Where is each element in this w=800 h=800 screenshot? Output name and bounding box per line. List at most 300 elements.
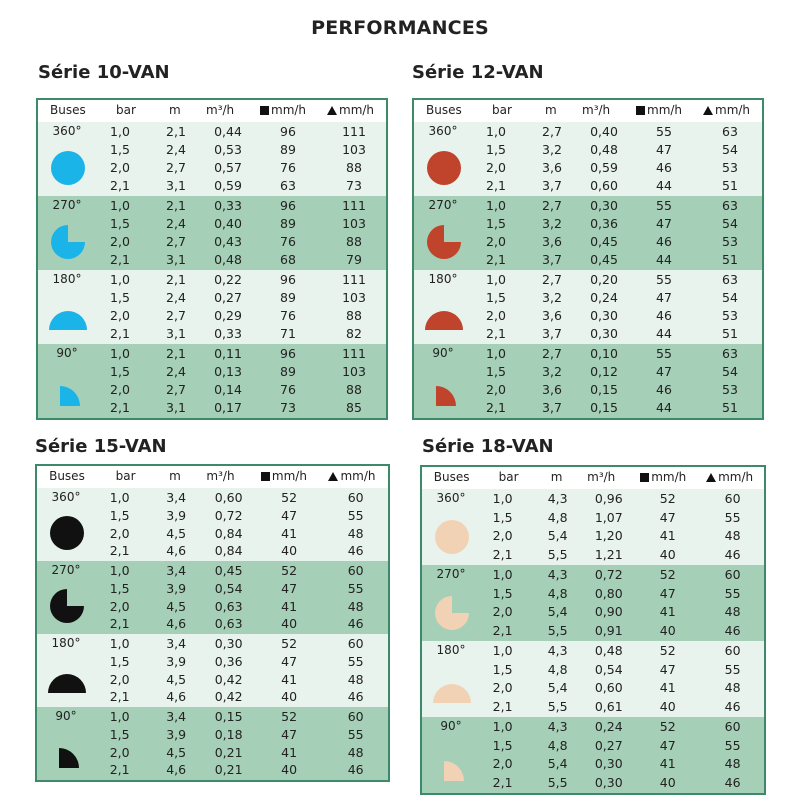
table-cell: 47 (659, 585, 676, 601)
table-row (37, 708, 388, 726)
table-cell: 0,21 (214, 762, 243, 778)
table-row (422, 737, 764, 756)
table-row (414, 177, 762, 195)
table-cell: 1,21 (594, 546, 623, 562)
table-row (38, 251, 386, 269)
table-cell: 47 (659, 737, 676, 753)
table-cell: 47 (656, 290, 672, 305)
table-cell: 1,20 (594, 528, 623, 543)
table-row (37, 671, 388, 689)
table-cell: 3,2 (542, 142, 562, 157)
table-cell: 0,80 (594, 585, 623, 601)
table-cell: 1,0 (486, 272, 506, 287)
table-row (422, 527, 764, 546)
table-cell: 76 (280, 234, 296, 249)
table-cell: 41 (659, 680, 676, 695)
header-buses (50, 103, 86, 117)
table-cell: 0,60 (594, 680, 623, 695)
table-cell: 3,2 (542, 364, 562, 379)
table-cell: 2,0 (492, 604, 513, 619)
arc-angle: 360° (52, 124, 82, 138)
table-cell: 60 (347, 709, 364, 724)
nozzle-group (37, 634, 388, 707)
table-cell: 60 (724, 719, 741, 734)
table-cell: 41 (281, 744, 298, 760)
table-cell: 79 (346, 252, 362, 267)
series-title: Série 18-VAN (422, 436, 554, 457)
table-cell: 1,5 (109, 653, 130, 669)
arc-angle: 90° (440, 719, 462, 733)
table-cell: 51 (722, 400, 738, 415)
table-cell: 3,4 (166, 709, 187, 724)
header-mmh_square (260, 103, 306, 117)
header-label: mm/h (271, 469, 307, 483)
table-cell: 2,1 (109, 616, 130, 632)
table-cell: 4,8 (547, 737, 568, 753)
table-cell: 103 (342, 364, 366, 379)
table-cell: 4,6 (166, 543, 187, 559)
triangle-icon (706, 473, 716, 482)
table-row (414, 289, 762, 307)
table-cell: 52 (281, 636, 298, 651)
table-cell: 82 (346, 326, 362, 341)
table-cell: 1,0 (492, 567, 513, 582)
table-cell: 2,0 (109, 744, 130, 760)
header-label: Buses (50, 103, 86, 117)
table-cell: 2,4 (166, 364, 186, 379)
table-cell: 103 (342, 142, 366, 157)
table-cell: 2,1 (486, 178, 506, 193)
table-cell: 48 (347, 671, 364, 687)
table-cell: 52 (659, 567, 676, 582)
table-cell: 1,0 (109, 636, 130, 651)
table-cell: 47 (281, 726, 298, 742)
table-cell: 2,1 (109, 689, 130, 705)
header-m (545, 103, 557, 117)
series-table (420, 465, 766, 795)
table-cell: 2,0 (492, 680, 513, 695)
table-cell: 0,30 (214, 636, 243, 651)
table-cell: 3,9 (166, 507, 187, 523)
table-row (414, 345, 762, 363)
table-row (37, 598, 388, 616)
table-cell: 0,72 (594, 567, 623, 582)
table-cell: 3,1 (166, 326, 186, 341)
nozzle-group (37, 561, 388, 634)
table-cell: 1,0 (109, 490, 130, 505)
table-cell: 5,4 (547, 604, 568, 619)
table-cell: 47 (281, 507, 298, 523)
arc-angle: 90° (56, 346, 78, 360)
arc-angle: 90° (432, 346, 454, 360)
table-cell: 48 (724, 680, 741, 695)
header-label: bar (116, 103, 136, 117)
table-row (38, 215, 386, 233)
table-cell: 0,33 (214, 326, 242, 341)
table-header (414, 100, 762, 122)
arc-angle: 180° (51, 636, 81, 650)
table-cell: 96 (280, 124, 296, 139)
table-cell: 0,27 (214, 290, 242, 305)
table-cell: 3,7 (542, 400, 562, 415)
table-cell: 3,9 (166, 726, 187, 742)
table-row (38, 197, 386, 215)
table-row (414, 215, 762, 233)
table-cell: 0,59 (214, 178, 242, 193)
table-cell: 0,43 (214, 234, 242, 249)
table-cell: 60 (724, 491, 741, 506)
nozzle-group (38, 122, 386, 196)
table-cell: 55 (656, 346, 672, 361)
nozzle-group (422, 489, 764, 565)
table-cell: 2,0 (110, 308, 130, 323)
table-cell: 54 (722, 216, 738, 231)
arc-angle: 180° (428, 272, 458, 286)
table-cell: 40 (659, 622, 676, 638)
table-cell: 55 (724, 737, 741, 753)
table-cell: 4,3 (547, 719, 568, 734)
nozzle-group (38, 270, 386, 344)
table-row (37, 507, 388, 525)
header-bar (492, 103, 512, 117)
table-cell: 55 (724, 509, 741, 525)
table-row (414, 399, 762, 417)
table-cell: 89 (280, 290, 296, 305)
table-cell: 52 (659, 491, 676, 506)
header-label: m³/h (206, 469, 235, 483)
table-cell: 96 (280, 198, 296, 213)
table-cell: 96 (280, 346, 296, 361)
table-cell: 3,1 (166, 252, 186, 267)
table-row (37, 525, 388, 543)
table-cell: 2,7 (166, 382, 186, 397)
table-row (37, 580, 388, 598)
table-cell: 0,17 (214, 400, 242, 415)
table-cell: 2,1 (166, 272, 186, 287)
table-cell: 1,5 (486, 216, 506, 231)
header-flow (206, 469, 234, 483)
header-buses (49, 469, 85, 483)
table-cell: 5,5 (547, 698, 568, 714)
table-cell: 60 (347, 636, 364, 651)
arc-angle: 180° (436, 643, 466, 657)
table-cell: 53 (722, 160, 738, 175)
table-row (37, 489, 388, 507)
header-mmh_square (640, 470, 686, 484)
table-cell: 2,1 (166, 346, 186, 361)
table-cell: 0,57 (214, 160, 242, 175)
table-row (422, 622, 764, 641)
table-cell: 4,8 (547, 509, 568, 525)
table-cell: 3,6 (542, 234, 562, 249)
table-cell: 0,30 (590, 198, 618, 213)
table-cell: 96 (280, 272, 296, 287)
header-m (169, 469, 181, 483)
table-cell: 52 (281, 709, 298, 724)
nozzle-group (422, 565, 764, 641)
table-row (422, 566, 764, 585)
table-cell: 63 (722, 198, 738, 213)
table-cell: 76 (280, 382, 296, 397)
table-cell: 2,0 (492, 528, 513, 543)
table-cell: 2,0 (109, 525, 130, 541)
table-cell: 0,27 (594, 737, 623, 753)
table-cell: 0,15 (590, 382, 618, 397)
table-cell: 5,5 (547, 546, 568, 562)
header-label: mm/h (340, 469, 376, 483)
header-mmh_triangle (706, 470, 753, 484)
table-cell: 3,7 (542, 178, 562, 193)
table-cell: 2,7 (166, 308, 186, 323)
header-label: m (169, 103, 181, 117)
table-cell: 89 (280, 142, 296, 157)
table-row (414, 159, 762, 177)
table-cell: 1,5 (109, 507, 130, 523)
table-cell: 111 (342, 272, 366, 287)
square-icon (636, 106, 645, 115)
table-cell: 44 (656, 326, 672, 341)
table-row (422, 755, 764, 774)
table-cell: 40 (281, 689, 298, 705)
table-cell: 5,4 (547, 528, 568, 543)
header-buses (434, 470, 470, 484)
table-cell: 0,40 (590, 124, 618, 139)
table-cell: 0,33 (214, 198, 242, 213)
table-row (422, 642, 764, 661)
table-row (422, 585, 764, 604)
table-row (38, 345, 386, 363)
table-row (37, 542, 388, 560)
table-cell: 73 (280, 400, 296, 415)
table-cell: 0,48 (214, 252, 242, 267)
table-cell: 2,7 (542, 346, 562, 361)
table-cell: 2,7 (542, 198, 562, 213)
nozzle-group (422, 717, 764, 793)
table-cell: 60 (347, 563, 364, 578)
table-cell: 47 (281, 580, 298, 596)
nozzle-group (414, 344, 762, 418)
header-mmh_triangle (328, 469, 375, 483)
table-row (38, 233, 386, 251)
table-cell: 63 (722, 272, 738, 287)
table-row (414, 307, 762, 325)
table-row (422, 661, 764, 680)
table-cell: 0,30 (594, 774, 623, 790)
table-cell: 0,36 (214, 653, 243, 669)
table-cell: 2,1 (492, 546, 513, 562)
table-cell: 2,1 (166, 124, 186, 139)
table-row (422, 679, 764, 698)
table-cell: 1,5 (492, 737, 513, 753)
triangle-icon (703, 106, 713, 115)
table-cell: 46 (656, 160, 672, 175)
square-icon (260, 106, 269, 115)
table-row (37, 562, 388, 580)
table-cell: 85 (346, 400, 362, 415)
table-cell: 4,5 (166, 598, 187, 614)
table-cell: 1,0 (486, 346, 506, 361)
table-cell: 3,6 (542, 160, 562, 175)
table-cell: 1,0 (486, 198, 506, 213)
table-cell: 0,44 (214, 124, 242, 139)
table-cell: 3,9 (166, 653, 187, 669)
square-icon (261, 472, 270, 481)
header-label: Buses (433, 470, 470, 484)
table-cell: 4,5 (166, 525, 187, 541)
table-cell: 51 (722, 178, 738, 193)
table-cell: 55 (347, 507, 364, 523)
table-cell: 55 (656, 272, 672, 287)
header-label: mm/h (271, 103, 307, 117)
table-row (37, 744, 388, 762)
table-cell: 0,63 (214, 598, 243, 614)
table-cell: 41 (659, 528, 676, 543)
table-cell: 46 (724, 546, 741, 562)
table-cell: 47 (656, 216, 672, 231)
table-cell: 46 (347, 689, 364, 705)
table-cell: 0,60 (590, 178, 618, 193)
table-cell: 76 (280, 160, 296, 175)
header-buses (426, 103, 462, 117)
table-cell: 4,6 (166, 616, 187, 632)
header-mmh_square (261, 469, 307, 483)
table-cell: 2,1 (110, 400, 130, 415)
page-title: PERFORMANCES (311, 17, 489, 39)
table-cell: 51 (722, 326, 738, 341)
table-cell: 2,1 (110, 178, 130, 193)
table-cell: 41 (659, 756, 676, 771)
table-cell: 0,15 (214, 709, 243, 724)
table-cell: 53 (722, 234, 738, 249)
table-cell: 88 (346, 234, 362, 249)
table-cell: 2,1 (492, 622, 513, 638)
header-flow (587, 470, 615, 484)
table-row (422, 718, 764, 737)
table-cell: 88 (346, 382, 362, 397)
table-cell: 0,54 (214, 580, 243, 596)
table-cell: 88 (346, 160, 362, 175)
header-label: mm/h (339, 103, 375, 117)
table-cell: 54 (722, 142, 738, 157)
table-cell: 40 (659, 698, 676, 714)
table-row (414, 325, 762, 343)
table-cell: 2,7 (542, 124, 562, 139)
table-cell: 46 (724, 774, 741, 790)
table-cell: 40 (281, 762, 298, 778)
table-cell: 55 (656, 124, 672, 139)
table-cell: 0,11 (214, 346, 242, 361)
header-m (169, 103, 181, 117)
table-cell: 0,14 (214, 382, 242, 397)
table-cell: 44 (656, 178, 672, 193)
table-cell: 63 (722, 124, 738, 139)
table-cell: 46 (656, 234, 672, 249)
arc-angle: 360° (436, 491, 466, 505)
table-cell: 51 (722, 252, 738, 267)
nozzle-group (38, 196, 386, 270)
table-cell: 68 (280, 252, 296, 267)
table-cell: 5,4 (547, 756, 568, 771)
table-cell: 44 (656, 400, 672, 415)
table-cell: 3,4 (166, 563, 187, 578)
table-cell: 0,24 (590, 290, 618, 305)
table-header (37, 466, 388, 488)
table-row (38, 289, 386, 307)
table-cell: 3,2 (542, 290, 562, 305)
table-cell: 1,5 (109, 726, 130, 742)
table-cell: 4,8 (547, 585, 568, 601)
table-row (38, 363, 386, 381)
table-cell: 76 (280, 308, 296, 323)
table-cell: 52 (659, 719, 676, 734)
table-cell: 46 (724, 698, 741, 714)
table-cell: 0,84 (214, 543, 243, 559)
table-cell: 1,0 (109, 563, 130, 578)
table-cell: 55 (724, 585, 741, 601)
table-cell: 55 (347, 726, 364, 742)
table-cell: 0,45 (214, 563, 243, 578)
header-bar (116, 103, 136, 117)
table-cell: 0,20 (590, 272, 618, 287)
table-cell: 63 (280, 178, 296, 193)
table-cell: 40 (281, 616, 298, 632)
triangle-icon (327, 106, 337, 115)
header-mmh_triangle (703, 103, 750, 117)
table-cell: 0,42 (214, 671, 243, 687)
header-label: mm/h (715, 103, 751, 117)
table-cell: 3,1 (166, 178, 186, 193)
table-cell: 4,3 (547, 491, 568, 506)
nozzle-group (38, 344, 386, 418)
table-cell: 0,13 (214, 364, 242, 379)
table-cell: 46 (347, 762, 364, 778)
table-cell: 1,5 (486, 364, 506, 379)
table-cell: 3,9 (166, 580, 187, 596)
table-cell: 63 (722, 346, 738, 361)
table-cell: 0,48 (590, 142, 618, 157)
nozzle-group (414, 122, 762, 196)
table-cell: 0,54 (594, 661, 623, 677)
arc-angle: 270° (51, 563, 81, 577)
table-cell: 4,5 (166, 744, 187, 760)
table-cell: 1,5 (492, 661, 513, 677)
table-cell: 1,0 (492, 643, 513, 658)
table-cell: 48 (724, 756, 741, 771)
table-cell: 111 (342, 198, 366, 213)
arc-angle: 270° (52, 198, 82, 212)
table-cell: 103 (342, 290, 366, 305)
header-label: mm/h (718, 470, 754, 484)
table-cell: 1,07 (594, 509, 623, 525)
table-cell: 48 (724, 604, 741, 619)
table-cell: 3,2 (542, 216, 562, 231)
table-row (414, 141, 762, 159)
table-cell: 2,0 (486, 308, 506, 323)
table-cell: 1,0 (486, 124, 506, 139)
table-cell: 3,1 (166, 400, 186, 415)
table-cell: 3,7 (542, 252, 562, 267)
table-cell: 2,1 (486, 252, 506, 267)
series-title: Série 12-VAN (412, 62, 544, 83)
table-cell: 0,96 (594, 491, 623, 506)
table-cell: 60 (347, 490, 364, 505)
header-label: m³/h (206, 103, 235, 117)
header-bar (116, 469, 136, 483)
table-cell: 2,0 (110, 234, 130, 249)
table-cell: 52 (659, 643, 676, 658)
table-cell: 60 (724, 567, 741, 582)
table-cell: 2,0 (110, 382, 130, 397)
